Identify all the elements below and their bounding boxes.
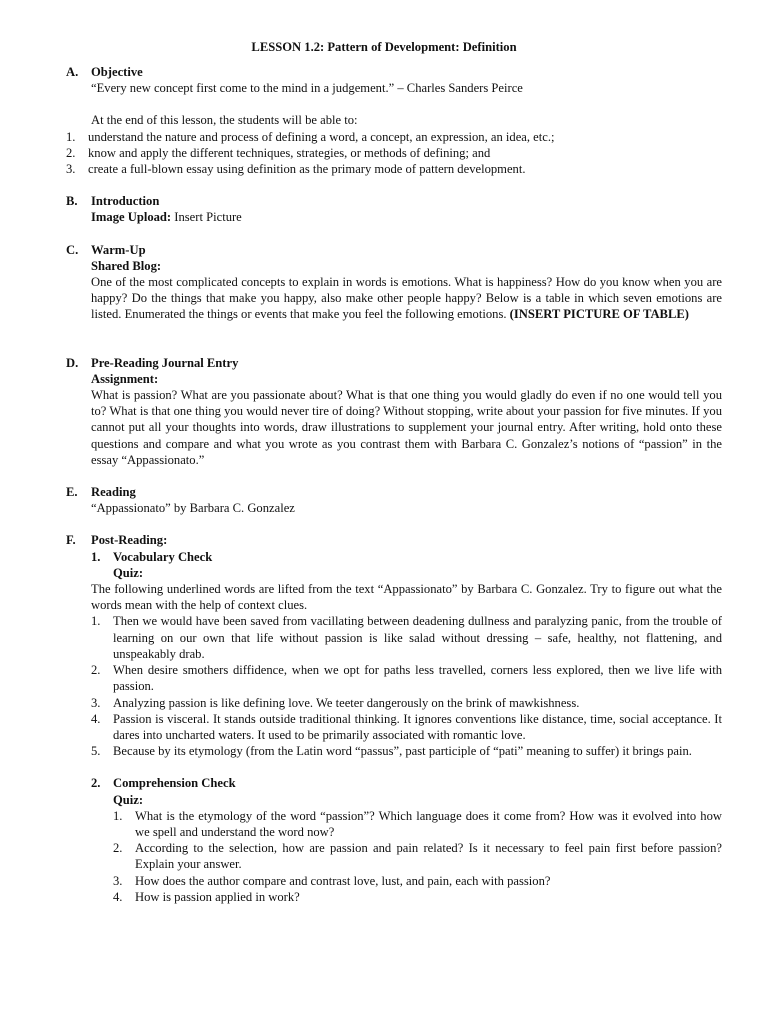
pre-reading-body: What is passion? What are you passionate about? What is that one thing you would gladly do even if no one would tell you to? What is that one thing you would never tire of doing? Without stopping, write about your passion for five minutes. If you cannot put all your thoughts into words, draw illustrations to supplement your journal entry. After writing, hold onto these questions and compare and what you wrote as you contrast them with Barbara C. Gonzalez’s notions of “passion” in the essay “Appassionato.”	[91, 388, 722, 467]
section-heading: Post-Reading:	[91, 533, 168, 548]
vocabulary-list	[66, 613, 722, 759]
comprehension-check	[66, 775, 722, 905]
section-pre-reading	[66, 355, 722, 468]
vocabulary-check-heading: 1. Vocabulary Check	[91, 549, 213, 564]
vocabulary-intro: The following underlined words are lifted from the text “Appassionato” by Barbara C. Gonzalez. Try to figure out what the words mean with the help of context clues.	[91, 582, 722, 613]
section-objective	[66, 64, 722, 129]
quiz-label: Quiz:	[113, 792, 144, 807]
quiz-label: Quiz:	[113, 565, 144, 580]
list-item: 1. understand the nature and process of defining a word, a concept, an expression, an idea, etc.;	[66, 129, 555, 144]
section-post-reading	[66, 532, 722, 581]
list-item: 4. Passion is visceral. It stands outside traditional thinking. It ignores conventions like distance, time, social acceptance. It dares into uncharted waters. It used to be primarily associated with romantic love.	[91, 711, 722, 742]
section-letter: C.	[66, 242, 79, 257]
comprehension-check-heading: 2. Comprehension Check	[91, 776, 236, 791]
list-item: 2. When desire smothers diffidence, when we opt for paths less travelled, corners less explored, then we live life with passion.	[91, 663, 722, 694]
section-heading: Pre-Reading Journal Entry	[91, 355, 239, 370]
section-heading: Warm-Up	[91, 242, 146, 257]
section-letter: A.	[66, 65, 79, 79]
section-introduction	[66, 193, 722, 225]
section-heading: Reading	[91, 485, 136, 500]
comprehension-list	[91, 808, 722, 905]
list-item: 3. Analyzing passion is like defining love. We teeter dangerously on the brink of mawkishness.	[91, 695, 580, 710]
section-letter: D.	[66, 355, 79, 370]
list-item: 1. Then we would have been saved from vacillating between deadening dullness and paralyzing panic, from the trouble of learning on our own that life without passion is like salad without dressing – safe, healthy, not flattening, and unspeakably drab.	[91, 614, 722, 661]
section-letter: B.	[66, 194, 78, 209]
section-heading: Introduction	[91, 194, 160, 209]
list-item: 3. How does the author compare and contrast love, lust, and pain, each with passion?	[113, 873, 551, 888]
sub-heading: Shared Blog:	[91, 258, 162, 273]
section-heading: Objective	[91, 65, 143, 79]
list-item: 2. According to the selection, how are passion and pain related? Is it necessary to feel pain first before passion? Explain your answer.	[113, 841, 722, 872]
image-upload-line: Image Upload: Insert Picture	[91, 210, 242, 225]
page-title: LESSON 1.2: Pattern of Development: Definition	[251, 40, 517, 54]
warm-up-body: One of the most complicated concepts to explain in words is emotions. What is happiness? How do you know when you are happy? Do the things that make you happy, also make other people happy? Below is a table in which seven emotions are listed. Enumerated the things or events that make you feel the following emotions. (INSERT PICTURE OF TABLE)	[91, 275, 722, 322]
list-item: 3. create a full-blown essay using definition as the primary mode of pattern development.	[66, 162, 526, 177]
lesson-content	[66, 64, 722, 905]
section-letter: F.	[66, 533, 76, 548]
list-item: 1. What is the etymology of the word “passion”? Which language does it come from? How was it evolved into how we spell and understand the word now?	[113, 808, 722, 839]
objective-intro: At the end of this lesson, the students will be able to:	[91, 113, 358, 128]
section-letter: E.	[66, 485, 78, 500]
objective-list	[41, 129, 722, 178]
sub-heading: Assignment:	[91, 371, 159, 386]
list-item: 4. How is passion applied in work?	[113, 889, 300, 904]
section-warm-up	[66, 242, 722, 323]
section-reading	[66, 484, 722, 516]
list-item: 2. know and apply the different techniques, strategies, or methods of defining; and	[66, 145, 491, 160]
objective-quote: “Every new concept first come to the mind in a judgement.” – Charles Sanders Peirce	[91, 81, 523, 96]
reading-body: “Appassionato” by Barbara C. Gonzalez	[91, 501, 295, 516]
list-item: 5. Because by its etymology (from the Latin word “passus”, past participle of “pati” meaning to suffer) it brings pain.	[91, 744, 692, 759]
